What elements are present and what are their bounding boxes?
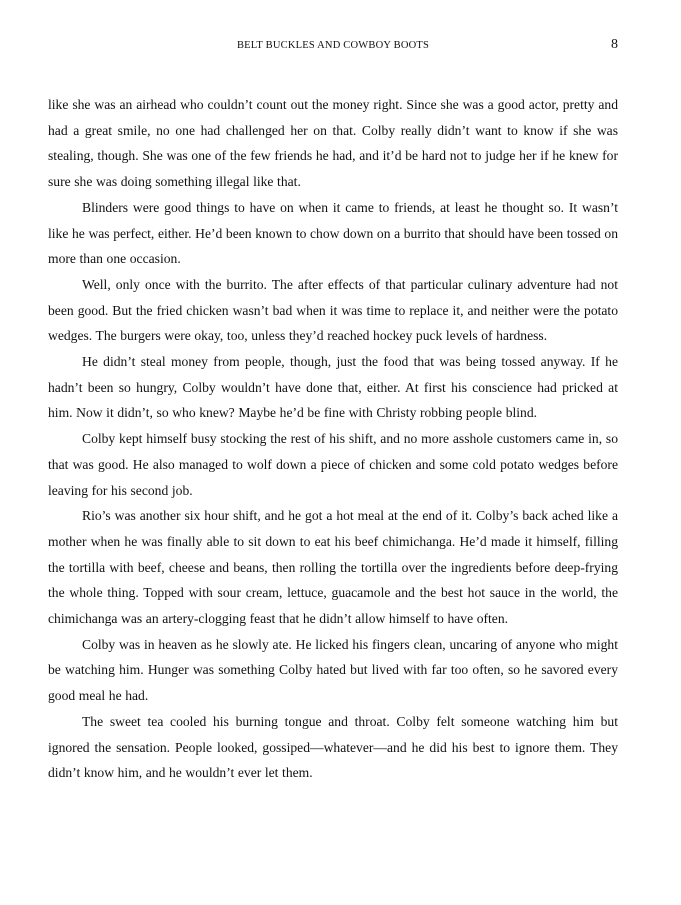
paragraph: The sweet tea cooled his burning tongue and throat. Colby felt someone watching him but ignored the sensation. People looked, gossiped—whatever—and he did his best to ignore them. They didn’t know him, and he wouldn’t ever let them. xyxy=(48,713,618,781)
paragraph: Blinders were good things to have on when it came to friends, at least he thought so. It wasn’t like he was perfect, either. He’d been known to chow down on a burrito that should have been tossed on more than one occasion. xyxy=(48,199,618,267)
paragraph: He didn’t steal money from people, though, just the food that was being tossed anyway. If he hadn’t been so hungry, Colby wouldn’t have done that, either. At first his conscience had pricked at him. Now it didn’t, so who knew? Maybe he’d be fine with Christy robbing people blind. xyxy=(48,354,618,421)
page-number: 8 xyxy=(611,37,618,52)
paragraph: Rio’s was another six hour shift, and he got a hot meal at the end of it. Colby’s back ached like a mother when he was finally able to sit down to eat his beef chimichanga. He’d made it himself, filling the tortilla with beef, cheese and beans, then rolling the tortilla over the ingredients before deep-frying the whole thing. Topped with sour cream, lettuce, guacamole and the best hot sauce in the world, the chimichanga was an artery-clogging feast that he didn’t allow himself to have often. xyxy=(48,508,618,627)
running-header xyxy=(48,38,618,54)
running-title: BELT BUCKLES AND COWBOY BOOTS xyxy=(236,40,430,51)
paragraph: Well, only once with the burrito. The after effects of that particular culinary adventure had not been good. But the fried chicken wasn’t bad when it was time to replace it, and neither were the potato wedges. The burgers were okay, too, unless they’d reached hockey puck levels of hardness. xyxy=(48,276,618,344)
paragraph: Colby was in heaven as he slowly ate. He licked his fingers clean, uncaring of anyone who might be watching him. Hunger was something Colby hated but lived with far too often, so he savored every good meal he had. xyxy=(48,636,618,704)
paragraph-continued: like she was an airhead who couldn’t count out the money right. Since she was a good actor, pretty and had a great smile, no one had challenged her on that. Colby really didn’t want to know if she was stealing, though. She was one of the few friends he had, and it’d be hard not to judge her if he knew for sure she was doing something illegal like that. xyxy=(48,97,618,190)
paragraph: Colby kept himself busy stocking the rest of his shift, and no more asshole customers came in, so that was good. He also managed to wolf down a piece of chicken and some cold potato wedges before leaving for his second job. xyxy=(48,431,618,498)
body-text xyxy=(48,92,618,786)
